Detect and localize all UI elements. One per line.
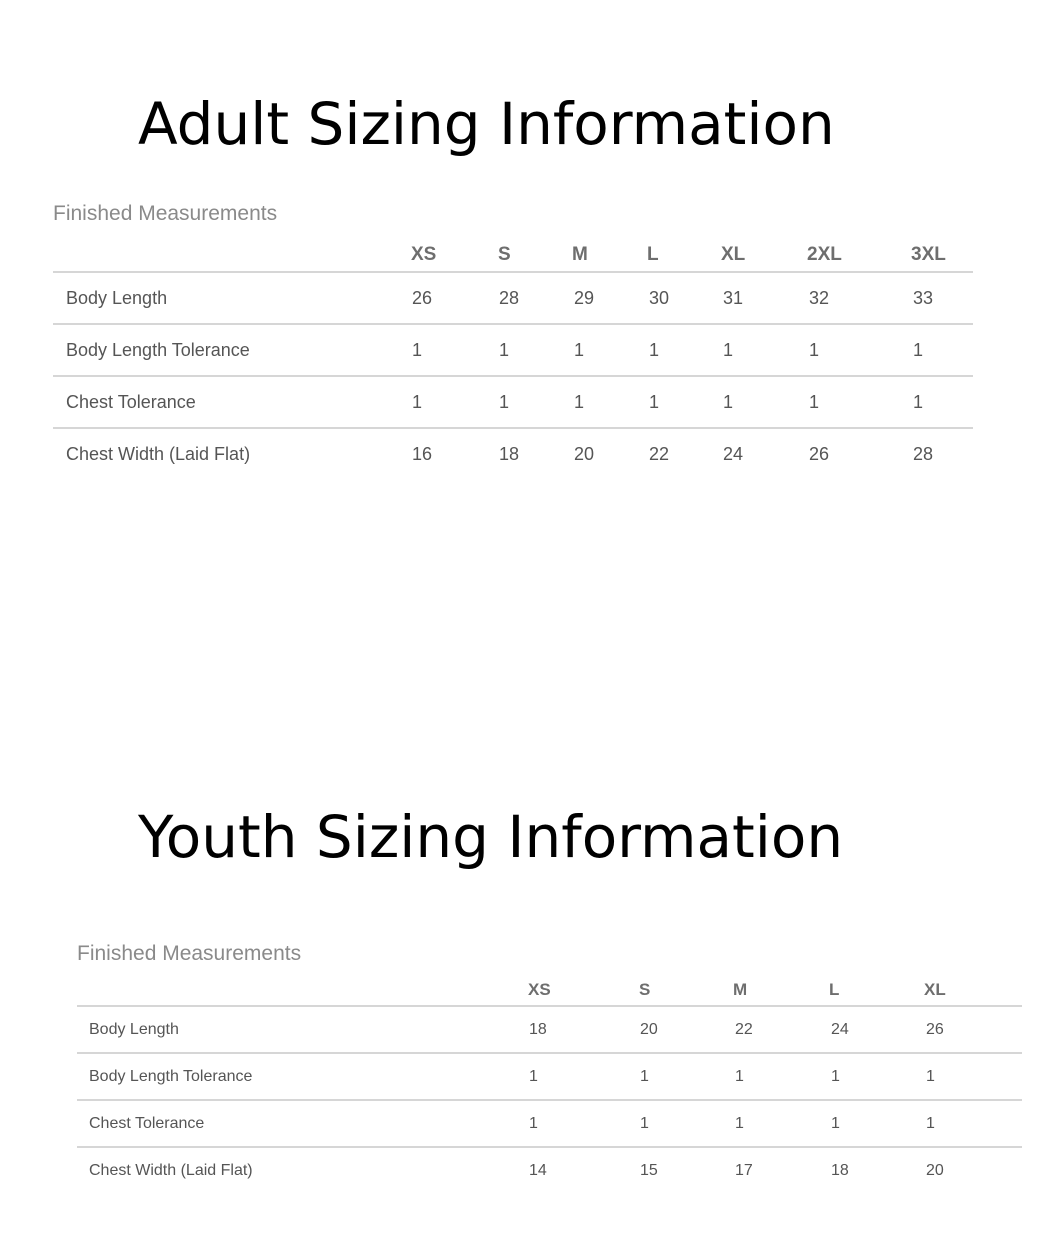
table-cell: 1: [497, 376, 572, 428]
adult-table-subheading: Finished Measurements: [53, 202, 278, 225]
column-header-m: M: [572, 238, 647, 272]
table-cell: 1: [924, 1053, 1022, 1100]
column-header-m: M: [733, 974, 829, 1006]
table-cell: 1: [721, 376, 807, 428]
table-cell: 20: [924, 1147, 1022, 1193]
column-header-xs: XS: [527, 974, 638, 1006]
column-header-xs: XS: [410, 238, 497, 272]
column-header-l: L: [647, 238, 721, 272]
table-row: [53, 428, 973, 479]
row-label: Body Length Tolerance: [77, 1053, 527, 1100]
table-cell: 22: [647, 428, 721, 479]
table-cell: 32: [809, 287, 830, 308]
table-cell: 18: [829, 1147, 924, 1193]
row-label: Chest Width (Laid Flat): [53, 428, 410, 479]
row-label: Chest Width (Laid Flat): [77, 1147, 527, 1193]
table-cell: 1: [638, 1100, 733, 1147]
table-row: [53, 324, 973, 376]
table-cell: 16: [410, 428, 497, 479]
table-cell: 1: [638, 1053, 733, 1100]
table-cell: 1: [733, 1100, 829, 1147]
table-cell: 24: [831, 1020, 849, 1038]
table-row: [53, 272, 973, 324]
column-header-s: S: [497, 238, 572, 272]
table-row: [77, 1100, 1022, 1147]
column-header-xl: XL: [924, 974, 1022, 1006]
column-header-l: L: [829, 974, 924, 1006]
table-cell: 1: [527, 1100, 638, 1147]
table-cell: 26: [807, 428, 911, 479]
row-label: Chest Tolerance: [53, 376, 410, 428]
table-cell: 1: [647, 324, 721, 376]
adult-size-table: [53, 238, 973, 479]
table-cell: 26: [412, 287, 433, 308]
table-row: [77, 1147, 1022, 1193]
column-header-2xl: 2XL: [807, 238, 911, 272]
youth-table-subheading: Finished Measurements: [77, 942, 302, 965]
table-cell: 1: [829, 1053, 924, 1100]
table-cell: 18: [529, 1020, 547, 1038]
table-cell: 22: [735, 1020, 753, 1038]
table-row: [77, 1053, 1022, 1100]
table-cell: 30: [649, 287, 670, 308]
table-cell: 1: [924, 1100, 1022, 1147]
row-label-header: [77, 974, 527, 1006]
table-header-row: [77, 974, 1022, 1006]
table-cell: 26: [926, 1020, 944, 1038]
table-cell: 28: [499, 287, 520, 308]
table-cell: 1: [527, 1053, 638, 1100]
table-cell: 20: [640, 1020, 658, 1038]
table-cell: 1: [829, 1100, 924, 1147]
table-cell: 1: [721, 324, 807, 376]
table-cell: 14: [527, 1147, 638, 1193]
table-cell: 1: [497, 324, 572, 376]
table-cell: 28: [911, 428, 973, 479]
table-cell: 1: [572, 324, 647, 376]
table-cell: 24: [721, 428, 807, 479]
table-cell: 31: [723, 287, 744, 308]
table-row: [53, 376, 973, 428]
row-label: Body Length: [89, 1020, 179, 1038]
youth-size-table: [77, 974, 1022, 1193]
table-cell: 1: [807, 324, 911, 376]
table-header-row: [53, 238, 973, 272]
table-row: [77, 1006, 1022, 1053]
row-label-header: [53, 238, 410, 272]
column-header-xl: XL: [721, 238, 807, 272]
table-cell: 15: [638, 1147, 733, 1193]
table-cell: 29: [574, 287, 595, 308]
row-label: Chest Tolerance: [77, 1100, 527, 1147]
table-cell: 1: [911, 324, 973, 376]
table-cell: 1: [733, 1053, 829, 1100]
table-cell: 17: [733, 1147, 829, 1193]
table-cell: 18: [497, 428, 572, 479]
youth-section-title: Youth Sizing Information: [138, 803, 844, 871]
table-cell: 1: [572, 376, 647, 428]
table-cell: 1: [647, 376, 721, 428]
table-cell: 1: [911, 376, 973, 428]
table-cell: 1: [807, 376, 911, 428]
table-cell: 20: [572, 428, 647, 479]
table-cell: 33: [913, 287, 934, 308]
row-label: Body Length: [66, 287, 168, 308]
column-header-s: S: [638, 974, 733, 1006]
row-label: Body Length Tolerance: [53, 324, 410, 376]
adult-section-title: Adult Sizing Information: [138, 90, 835, 158]
column-header-3xl: 3XL: [911, 238, 973, 272]
table-cell: 1: [410, 324, 497, 376]
table-cell: 1: [410, 376, 497, 428]
